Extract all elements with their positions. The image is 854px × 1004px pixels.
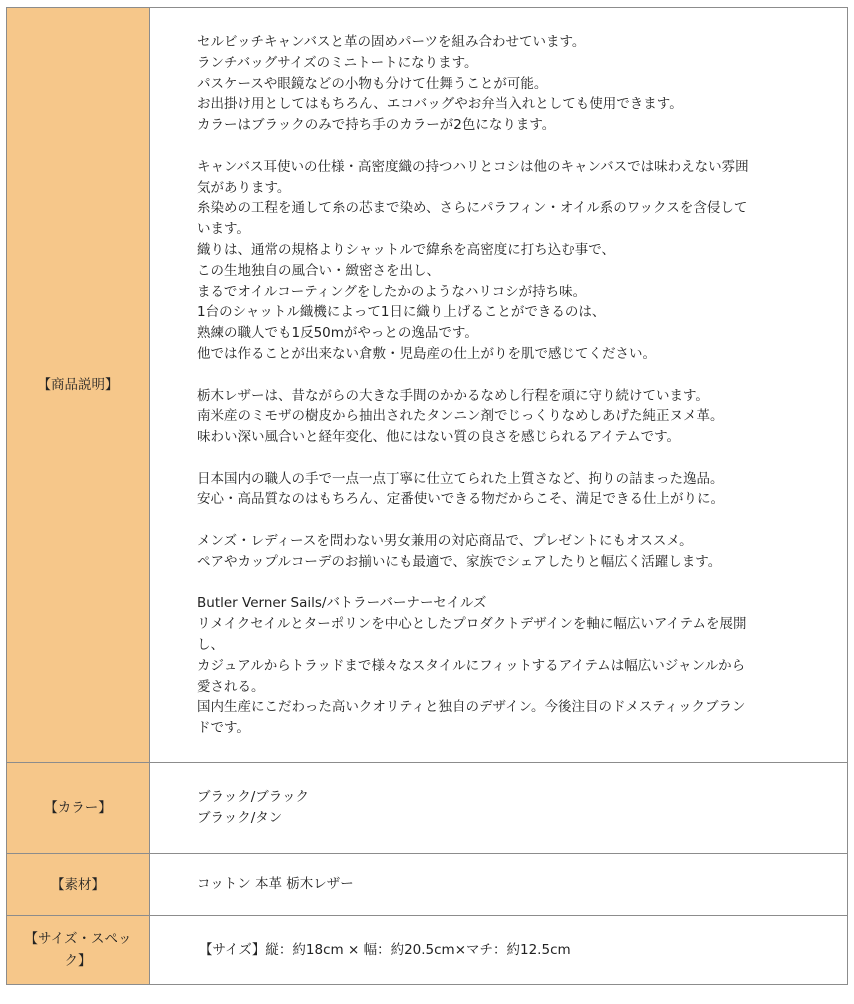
- color-option: ブラック/タン: [197, 810, 283, 826]
- description-paragraph: [197, 469, 803, 511]
- description-line: 織りは、通常の規格よりシャットルで緯糸を高密度に打ち込む事で、: [197, 241, 615, 258]
- description-line: 熟練の職人でも1反50mがやっとの逸品です。: [197, 325, 478, 342]
- size-label-line: ク】: [64, 953, 92, 969]
- description-line: 1台のシャットル織機によって1日に織り上げることができるのは、: [197, 304, 606, 321]
- material-text: コットン 本革 栃木レザー: [197, 876, 354, 893]
- description-paragraph: [197, 531, 803, 573]
- size-text: 【サイズ】縦：約18cm × 幅：約20.5cm×マチ：約12.5cm: [199, 941, 571, 958]
- description-line: 国内生産にこだわった高いクオリティと独自のデザイン。今後注目のドメスティックブラン: [197, 699, 746, 716]
- description-line: メンズ・レディースを問わない男女兼用の対応商品で、プレゼントにもオススメ。: [197, 533, 693, 550]
- description-line: Butler Verner Sails/バトラーバーナーセイルズ: [197, 595, 487, 612]
- spec-row-color: [7, 763, 848, 854]
- color-option: ブラック/ブラック: [197, 789, 310, 806]
- description-value: [150, 8, 848, 763]
- description-line: まるでオイルコーティングをしたかのようなハリコシが持ち味。: [197, 283, 587, 300]
- description-line: この生地独自の風合い・緻密さを出し、: [197, 262, 440, 279]
- description-line: カラーはブラックのみで持ち手のカラーが2色になります。: [197, 117, 556, 134]
- description-line: 他では作ることが出来ない倉敷・児島産の仕上がりを肌で感じてください。: [197, 345, 656, 362]
- description-line: 味わい深い風合いと経年変化、他にはない質の良さを感じられるアイテムです。: [197, 429, 681, 446]
- spec-row-size: [7, 916, 848, 985]
- description-line: し、: [197, 637, 224, 654]
- description-line: 南米産のミモザの樹皮から抽出されたタンニン剤でじっくりなめしあげた純正ヌメ革。: [197, 408, 724, 425]
- description-line: 日本国内の職人の手で一点一点丁寧に仕立てられた上質さなど、拘りの詰まった逸品。: [197, 470, 724, 487]
- description-label: 【商品説明】: [7, 8, 150, 763]
- description-line: ペアやカップルコーデのお揃いにも最適で、家族でシェアしたりと幅広く活躍します。: [197, 553, 722, 570]
- description-paragraph: [197, 157, 803, 365]
- size-label-line: 【サイズ・スペッ: [24, 931, 132, 947]
- description-line: 糸染めの工程を通して糸の芯まで染め、さらにパラフィン・オイル系のワックスを含侵して: [197, 200, 748, 217]
- description-line: パスケースや眼鏡などの小物も分けて仕舞うことが可能。: [197, 75, 548, 92]
- description-paragraph: [197, 32, 803, 136]
- description-line: ドです。: [197, 720, 250, 737]
- description-line: カジュアルからトラッドまで様々なスタイルにフィットするアイテムは幅広いジャンルから: [197, 657, 746, 674]
- material-value: [150, 854, 848, 916]
- color-label: 【カラー】: [7, 763, 150, 854]
- description-line: 安心・高品質なのはもちろん、定番使いできる物だからこそ、満足できる仕上がりに。: [197, 491, 725, 508]
- description-line: セルビッチキャンバスと革の固めパーツを組み合わせています。: [197, 33, 586, 50]
- color-value: [150, 763, 848, 854]
- description-line: キャンバス耳使いの仕様・高密度織の持つハリとコシは他のキャンバスでは味わえない雰囲: [197, 158, 749, 175]
- description-line: 栃木レザーは、昔ながらの大きな手間のかかるなめし行程を頑に守り続けています。: [197, 387, 709, 404]
- spec-row-material: [7, 854, 848, 916]
- description-line: 愛される。: [197, 678, 265, 695]
- description-paragraph: [197, 593, 803, 739]
- material-label: 【素材】: [7, 854, 150, 916]
- spec-row-description: [7, 8, 848, 763]
- size-value: [150, 916, 848, 985]
- description-line: ランチバッグサイズのミニトートになります。: [197, 54, 478, 71]
- description-line: リメイクセイルとターポリンを中心としたプロダクトデザインを軸に幅広いアイテムを展開: [197, 616, 747, 633]
- description-paragraph: [197, 386, 803, 448]
- description-line: います。: [197, 221, 250, 238]
- description-line: 気があります。: [197, 179, 291, 196]
- description-line: お出掛け用としてはもちろん、エコバッグやお弁当入れとしても使用できます。: [197, 96, 683, 113]
- product-spec-table: [6, 7, 848, 985]
- size-label: [7, 916, 150, 985]
